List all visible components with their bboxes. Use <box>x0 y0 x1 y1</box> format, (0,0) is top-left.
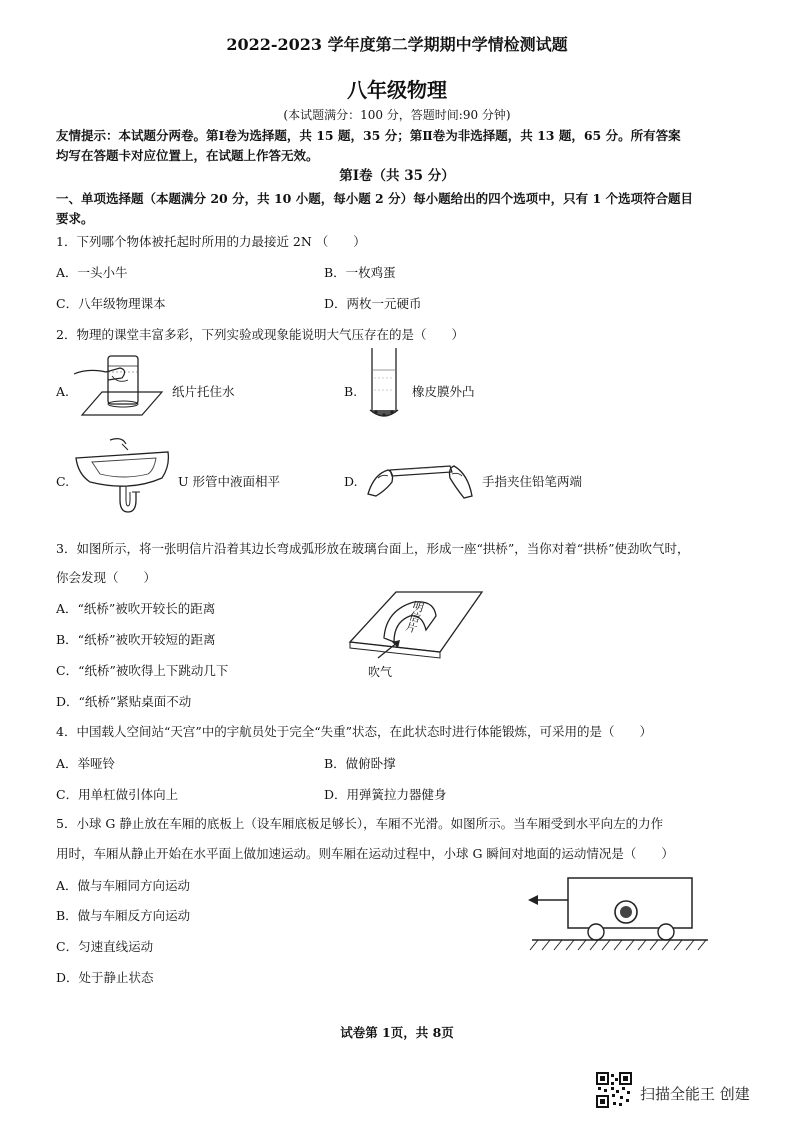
q2-option-d-caption: 手指夹住铅笔两端 <box>482 474 583 489</box>
carriage-ball-figure <box>526 874 710 960</box>
scanner-watermark: 扫描全能王 创建 <box>640 1085 750 1103</box>
q5-stem-line-2: 用时，车厢从静止开始在水平面上做加速运动。则车厢在运动过程中，小球 G 瞬间对地面的运动情况是（ ） <box>56 846 674 861</box>
notice-line-1: 友情提示：本试题分两卷。第Ⅰ卷为选择题，共 15 题，35 分；第Ⅱ卷为非选择题，共 13 题，65 分。所有答案 <box>56 128 681 143</box>
q1-option-a: A．一头小牛 <box>56 265 128 280</box>
q4-option-a: A．举哑铃 <box>56 756 116 771</box>
q2-option-c-caption: U 形管中液面相平 <box>178 474 281 489</box>
q1-option-d: D．两枚一元硬币 <box>324 296 422 311</box>
q3-figure-label: 吹气 <box>368 665 393 679</box>
page-number: 试卷第 1页，共 8页 <box>340 1025 454 1040</box>
q2-option-a-caption: 纸片托住水 <box>172 384 235 399</box>
q1-option-b: B．一枚鸡蛋 <box>324 265 396 280</box>
q2-option-c-letter: C. <box>56 474 70 489</box>
q4-stem: 4．中国载人空间站“天宫”中的宇航员处于完全“失重”状态，在此状态时进行体能锻炼，可采用的是（ ） <box>56 724 653 739</box>
q3-option-a: A．“纸桥”被吹开较长的距离 <box>56 601 216 616</box>
q2-option-b-letter: B. <box>344 384 358 399</box>
q4-option-c: C．用单杠做引体向上 <box>56 787 179 802</box>
q4-option-d: D．用弹簧拉力器健身 <box>324 787 447 802</box>
section-heading-line-1: 一、单项选择题（本题满分 20 分，共 10 小题，每小题 2 分）每小题给出的四个选项中，只有 1 个选项符合题目 <box>56 191 694 206</box>
q2-stem: 2．物理的课堂丰富多彩，下列实验或现象能说明大气压存在的是（ ） <box>56 327 464 342</box>
sink-u-tube-figure <box>70 436 176 528</box>
q1-stem: 1．下列哪个物体被托起时所用的力最接近 2N （ ） <box>56 234 366 249</box>
part1-title: 第Ⅰ卷（共 35 分） <box>339 168 455 184</box>
q2-option-b-caption: 橡皮膜外凸 <box>412 384 475 399</box>
qr-code-icon <box>596 1072 632 1108</box>
q3-option-c: C．“纸桥”被吹得上下跳动几下 <box>56 663 229 678</box>
notice-line-2: 均写在答题卡对应位置上，在试题上作答无效。 <box>56 148 319 163</box>
rubber-membrane-tube-figure <box>364 346 404 420</box>
q5-option-a: A．做与车厢同方向运动 <box>56 878 191 893</box>
q4-option-b: B．做俯卧撑 <box>324 756 396 771</box>
section-heading-line-2: 要求。 <box>56 211 94 226</box>
q5-option-b: B．做与车厢反方向运动 <box>56 908 191 923</box>
fig-card-text: 明信片 <box>403 598 426 635</box>
q5-stem-line-1: 5．小球 G 静止放在车厢的底板上（设车厢底板足够长），车厢不光滑。如图所示。当车厢受到水平向左的力作 <box>56 816 664 831</box>
subject-title: 八年级物理 <box>347 78 447 102</box>
q3-stem-line-2: 你会发现（ ） <box>56 570 157 585</box>
paper-holds-water-figure <box>72 350 164 420</box>
q1-option-c: C．八年级物理课本 <box>56 296 166 311</box>
q3-option-b: B．“纸桥”被吹开较短的距离 <box>56 632 216 647</box>
exam-title: 2022-2023 学年度第二学期期中学情检测试题 <box>226 35 568 54</box>
q2-option-a-letter: A. <box>56 384 70 399</box>
pencil-between-fingers-figure <box>364 452 476 506</box>
q3-stem-line-1: 3．如图所示，将一张明信片沿着其边长弯成弧形放在玻璃台面上，形成一座“拱桥”，当你对着“拱桥”使劲吹气时， <box>56 541 690 556</box>
exam-meta: (本试题满分：100 分，答题时间:90 分钟) <box>283 108 511 122</box>
q5-option-d: D．处于静止状态 <box>56 970 154 985</box>
q3-option-d: D．“纸桥”紧贴桌面不动 <box>56 694 192 709</box>
q2-option-d-letter: D. <box>344 474 358 489</box>
q5-option-c: C．匀速直线运动 <box>56 939 154 954</box>
